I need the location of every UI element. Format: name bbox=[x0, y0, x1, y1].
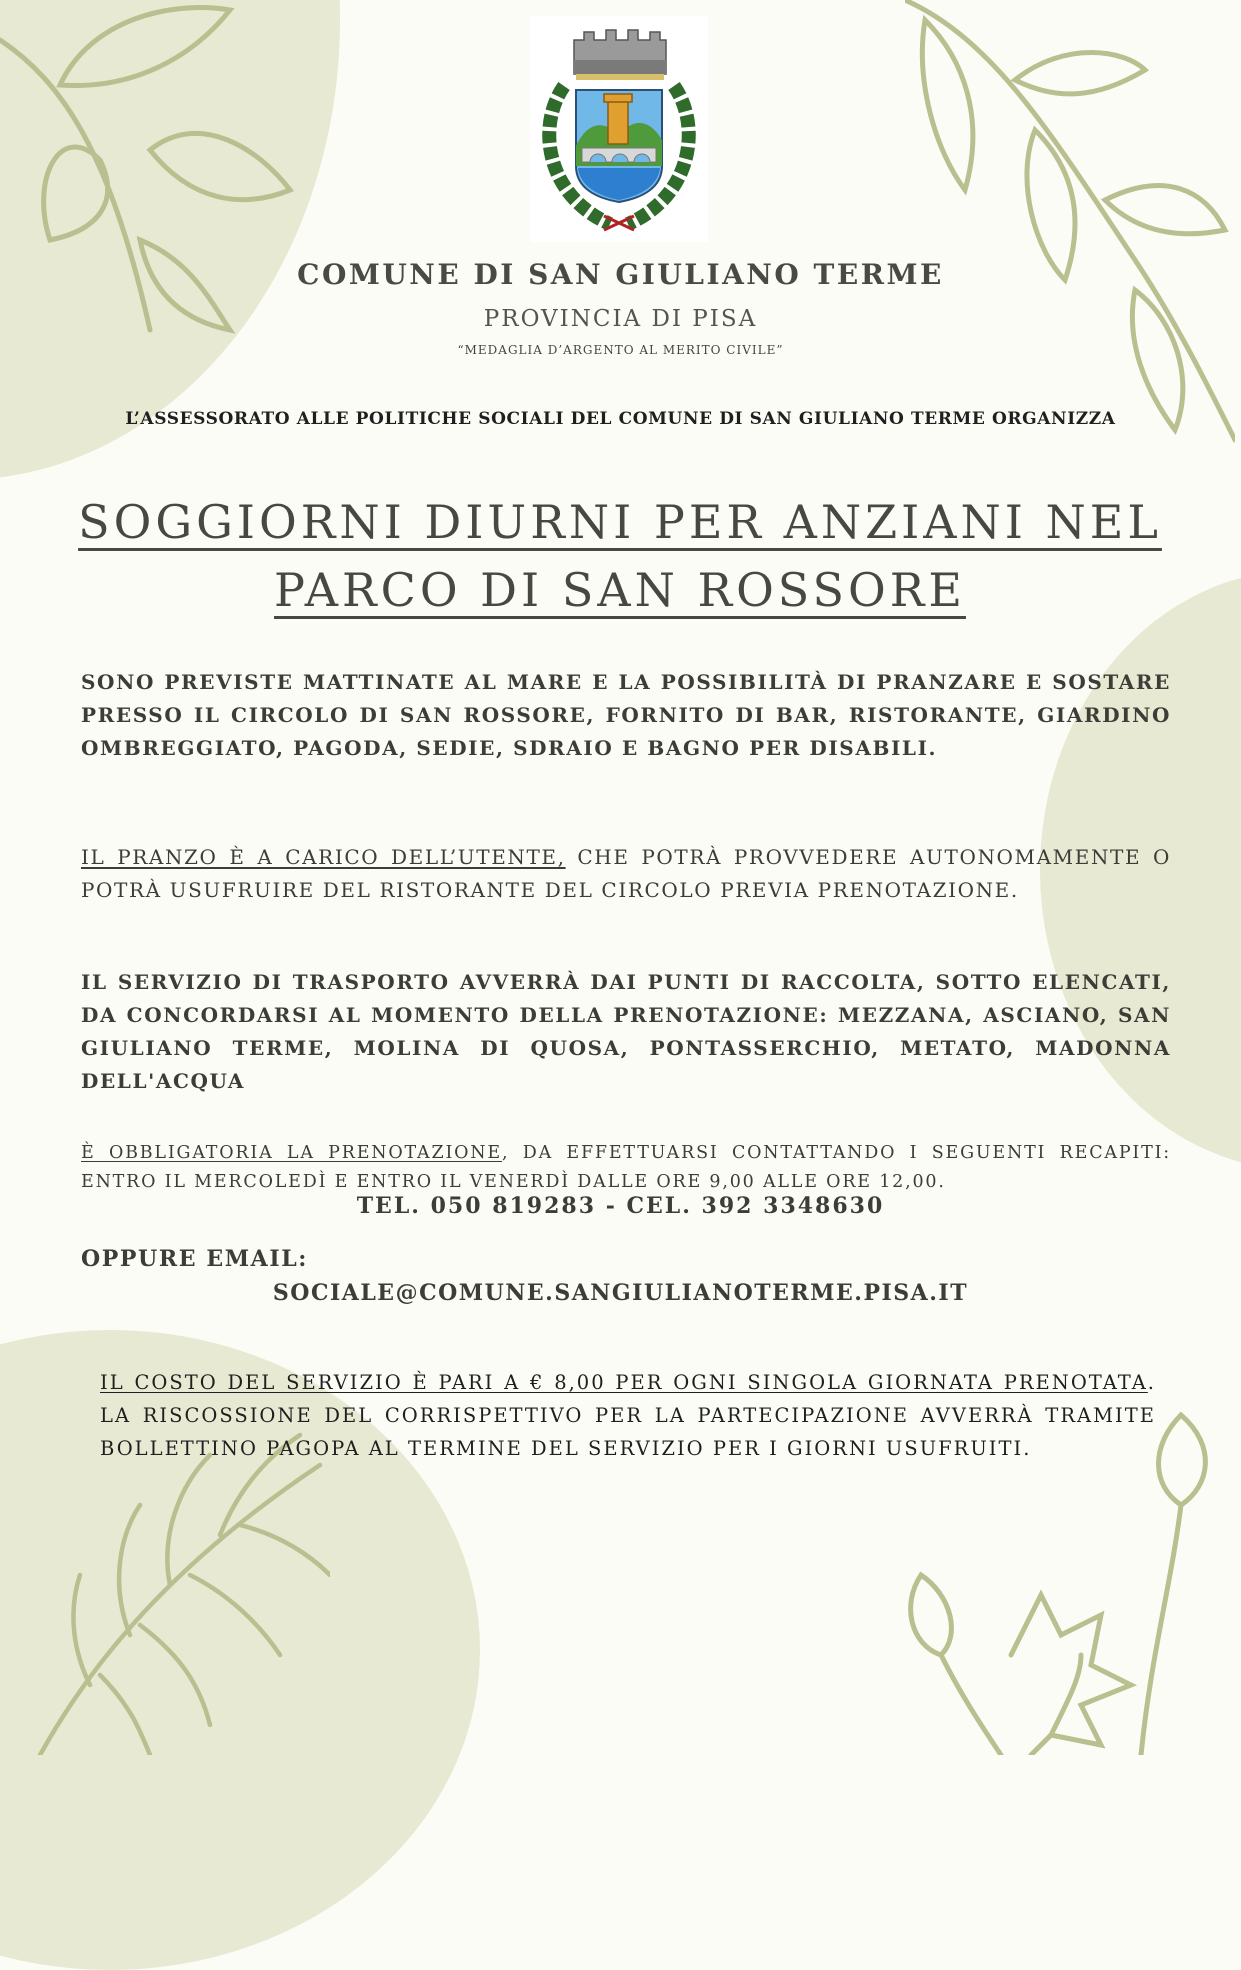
cost-note: IL COSTO DEL SERVIZIO È PARI A € 8,00 PER OGNI SINGOLA GIORNATA PRENOTATA bbox=[100, 1371, 1148, 1394]
booking-required-note: È OBBLIGATORIA LA PRENOTAZIONE bbox=[81, 1143, 502, 1163]
comune-heading: COMUNE DI SAN GIULIANO TERME bbox=[297, 258, 944, 291]
title-line-2: PARCO DI SAN ROSSORE bbox=[274, 563, 966, 617]
paragraph-lunch bbox=[81, 841, 1171, 907]
paragraph-transport: IL SERVIZIO DI TRASPORTO AVVERRÀ DAI PUNTI DI RACCOLTA, SOTTO ELENCATI, DA CONCORDARSI AL MOMENTO DELLA PRENOTAZIONE: MEZZANA, ASCIANO, SAN GIULIANO TERME, MOLINA DI QUOSA, PONTASSERCHIO, METATO, MADONNA DELL'ACQUA bbox=[81, 970, 1171, 1093]
paragraph-booking bbox=[81, 1139, 1171, 1197]
lunch-cost-note: IL PRANZO È A CARICO DELL’UTENTE, bbox=[81, 845, 566, 869]
page-title bbox=[60, 488, 1180, 624]
title-line-1: SOGGIORNI DIURNI PER ANZIANI NEL bbox=[78, 495, 1162, 549]
municipal-coat-of-arms-icon bbox=[530, 16, 708, 242]
email-address: SOCIALE@COMUNE.SANGIULIANOTERME.PISA.IT bbox=[272, 1280, 969, 1306]
medaglia-motto: “MEDAGLIA D’ARGENTO AL MERITO CIVILE” bbox=[457, 343, 784, 357]
email-label: OPPURE EMAIL: bbox=[81, 1246, 309, 1272]
payment-details: . LA RISCOSSIONE DEL CORRISPETTIVO PER LA PARTECIPAZIONE AVVERRÀ TRAMITE BOLLETTINO PAGOPA AL TERMINE DEL SERVIZIO PER I GIORNI USUFRUITI. bbox=[100, 1371, 1156, 1460]
paragraph-cost bbox=[100, 1366, 1156, 1465]
provincia-subheading: PROVINCIA DI PISA bbox=[483, 306, 758, 332]
organizer-line: L’ASSESSORATO ALLE POLITICHE SOCIALI DEL COMUNE DI SAN GIULIANO TERME ORGANIZZA bbox=[125, 409, 1116, 429]
lunch-details: CHE POTRÀ PROVVEDERE AUTONOMAMENTE O POTRÀ USUFRUIRE DEL RISTORANTE DEL CIRCOLO PREVIA PRENOTAZIONE. bbox=[81, 845, 1171, 902]
booking-details: , DA EFFETTUARSI CONTATTANDO I SEGUENTI RECAPITI: ENTRO IL MERCOLEDÌ E ENTRO IL VENERDÌ DALLE ORE 9,00 ALLE ORE 12,00. bbox=[81, 1143, 1171, 1192]
phone-numbers: TEL. 050 819283 - CEL. 392 3348630 bbox=[356, 1193, 885, 1219]
paragraph-activities: SONO PREVISTE MATTINATE AL MARE E LA POSSIBILITÀ DI PRANZARE E SOSTARE PRESSO IL CIRCOLO DI SAN ROSSORE, FORNITO DI BAR, RISTORANTE, GIARDINO OMBREGGIATO, PAGODA, SEDIE, SDRAIO E BAGNO PER DISABILI. bbox=[81, 670, 1171, 760]
